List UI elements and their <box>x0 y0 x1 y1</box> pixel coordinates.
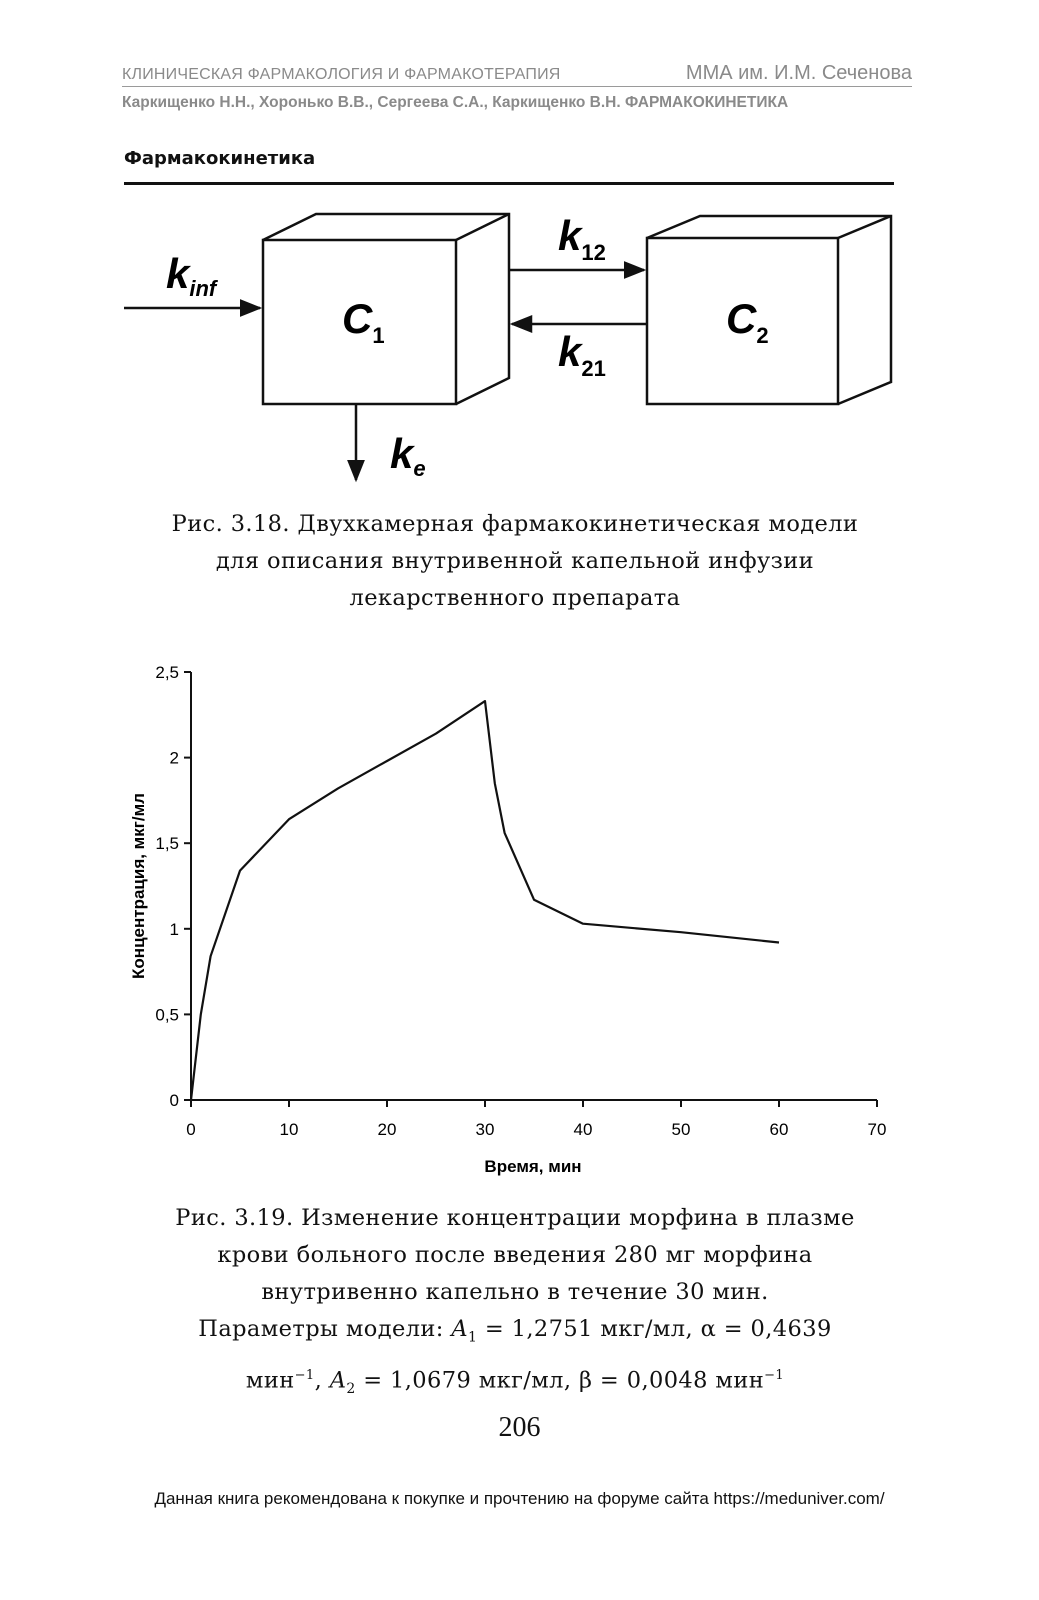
label-c2: $C_2$ <box>726 295 769 348</box>
figure-3-19-caption <box>110 1200 920 1408</box>
y-tick-label: 2,5 <box>155 663 179 682</box>
y-axis-label: Концентрация, мкг/мл <box>129 793 148 979</box>
y-tick-label: 0 <box>169 1091 179 1110</box>
section-rule <box>124 182 894 185</box>
y-tick-label: 1 <box>169 919 179 939</box>
caption-line: мин$^{-1}$, $A_2 = 1,0679$ мкг/мл, β = 0,0048 мин$^{-1}$ <box>245 1367 785 1397</box>
header-book-title: КЛИНИЧЕСКАЯ ФАРМАКОЛОГИЯ И ФАРМАКОТЕРАПИЯ <box>122 66 561 83</box>
x-tick-label: 20 <box>377 1120 397 1139</box>
compartment-c2-box <box>647 216 891 404</box>
x-tick-label: 30 <box>475 1120 495 1139</box>
running-header <box>122 62 912 87</box>
compartment-c1-box <box>263 214 509 404</box>
caption-line: внутривенно капельно в течение 30 мин. <box>261 1279 769 1305</box>
header-authors: Каркищенко Н.Н., Хоронько В.В., Сергеева С.А., Каркищенко В.Н. ФАРМАКОКИНЕТИКА <box>122 94 789 111</box>
label-k-e: ke <box>390 430 426 481</box>
y-tick-label: 2 <box>169 748 179 768</box>
section-title: Фармакокинетика <box>124 148 316 169</box>
x-axis-label: Время, мин <box>484 1157 582 1176</box>
y-tick-label: 0,5 <box>155 1005 179 1025</box>
page-number: 206 <box>498 1412 541 1443</box>
x-tick-label: 40 <box>573 1120 593 1139</box>
caption-line: Рис. 3.18. Двухкамерная фармакокинетическая модели <box>171 511 859 537</box>
caption-line: крови больного после введения 280 мг морфина <box>217 1242 813 1268</box>
chart-axes <box>191 672 877 1100</box>
label-c1: $C_1$ <box>342 295 385 348</box>
label-k-12: $k_{12}$ <box>558 212 606 265</box>
figure-3-18-caption <box>110 506 920 617</box>
caption-line: Параметры модели: $A_1 = 1,2751$ мкг/мл, α = 0,4639 <box>198 1316 832 1346</box>
concentration-series-line <box>191 701 779 1100</box>
x-tick-label: 0 <box>186 1120 196 1139</box>
two-compartment-diagram <box>110 200 910 490</box>
caption-line: лекарственного препарата <box>349 585 681 611</box>
label-k-inf: kinf <box>166 250 217 301</box>
x-tick-label: 50 <box>671 1120 691 1139</box>
y-tick-label: 1,5 <box>155 834 179 854</box>
footer-note: Данная книга рекомендована к покупке и прочтению на форуме сайта https://meduniver.com/ <box>154 1489 885 1508</box>
caption-line: Рис. 3.19. Изменение концентрации морфина в плазме <box>175 1205 855 1231</box>
label-k-21: $k_{21}$ <box>558 328 606 381</box>
x-tick-label: 60 <box>769 1120 789 1139</box>
x-tick-label: 70 <box>867 1120 887 1139</box>
chart-ticks <box>155 663 886 1139</box>
concentration-time-chart <box>110 650 910 1190</box>
caption-line: для описания внутривенной капельной инфузии <box>215 548 815 574</box>
x-tick-label: 10 <box>279 1120 299 1139</box>
header-institution: ММА им. И.М. Сеченова <box>685 62 912 84</box>
